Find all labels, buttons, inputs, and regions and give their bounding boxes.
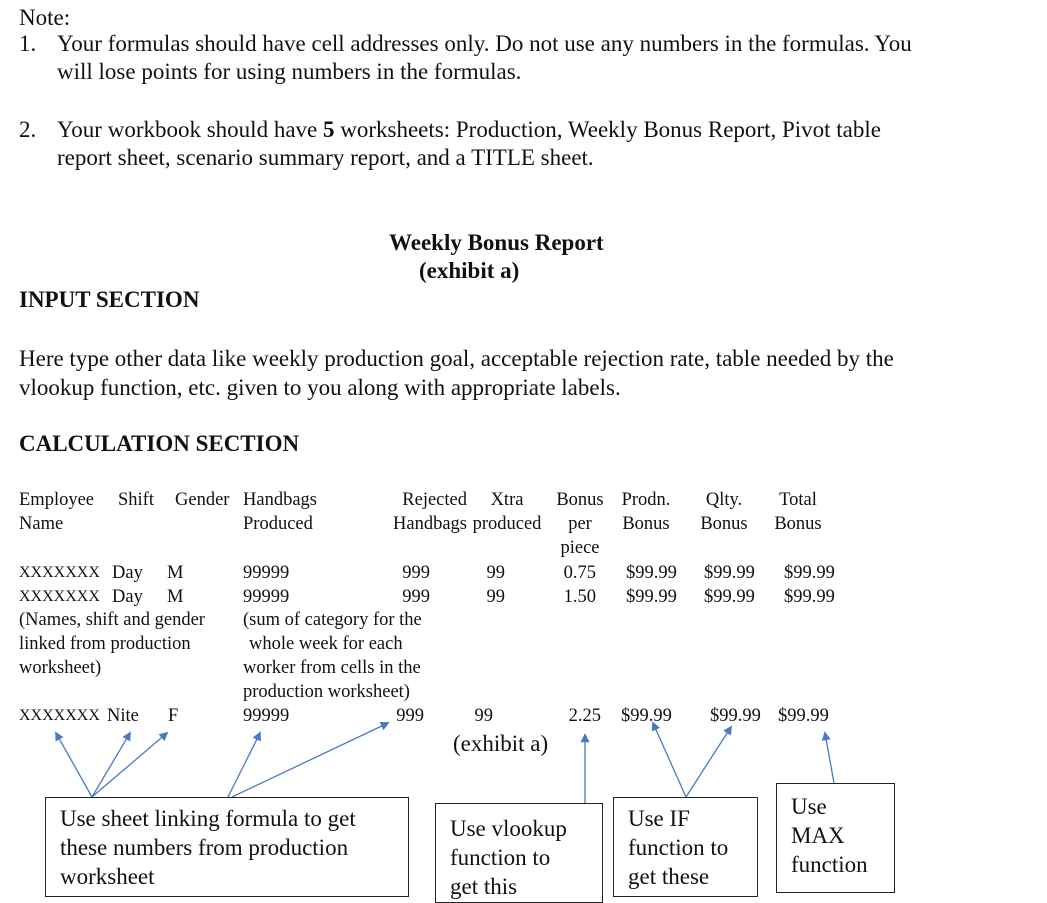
cell-xtra: 99: [486, 563, 505, 583]
cell-rejected: 999: [396, 706, 424, 726]
cell-rejected: 999: [402, 563, 430, 583]
arrow-to-shift: [92, 733, 130, 797]
worksheet-count: 5: [323, 117, 335, 142]
header-employee-name: Employee Name: [19, 490, 95, 534]
header-prodn-bonus: Prodn. Bonus: [621, 490, 671, 534]
exhibit-label: (exhibit a): [453, 731, 549, 756]
cell-name: XXXXXXX: [19, 564, 100, 581]
cell-handbags: 99999: [243, 587, 290, 607]
cell-gender: F: [168, 706, 179, 726]
cell-shift: Day: [112, 587, 143, 607]
arrow-to-rejected: [232, 723, 388, 797]
header-xtra-produced: Xtra produced: [472, 490, 542, 534]
cell-xtra: 99: [474, 706, 493, 726]
arrow-to-prodn-bonus: [653, 723, 686, 797]
cell-prodn-bonus: $99.99: [621, 706, 672, 726]
cell-qlty-bonus: $99.99: [710, 706, 761, 726]
cell-bonus-per-piece: 0.75: [563, 563, 596, 583]
callout-max-function: Use MAX function: [776, 783, 895, 893]
callout-if-function: Use IF function to get these: [613, 797, 758, 897]
cell-shift: Day: [112, 563, 143, 583]
header-shift: Shift: [118, 490, 154, 510]
header-total-bonus: Total Bonus: [774, 490, 822, 534]
note-item-1-number: 1.: [19, 31, 37, 56]
cell-total-bonus: $99.99: [778, 706, 829, 726]
cell-gender: M: [167, 563, 184, 583]
arrow-to-handbags: [228, 733, 260, 797]
arrow-to-gender: [92, 733, 167, 797]
header-rejected-handbags: Rejected Handbags: [393, 490, 467, 534]
header-handbags-produced: Handbags Produced: [243, 490, 317, 534]
callout-vlookup: Use vlookup function to get this: [435, 803, 603, 903]
cell-qlty-bonus: $99.99: [704, 563, 755, 583]
cell-handbags: 99999: [243, 706, 290, 726]
callout-sheet-linking: Use sheet linking formula to get these numbers from production worksheet: [45, 797, 409, 897]
note-item-2-line-2: report sheet, scenario summary report, and a TITLE sheet.: [57, 145, 594, 170]
cell-name: XXXXXXX: [19, 707, 100, 724]
input-section-heading: INPUT SECTION: [19, 287, 200, 312]
header-qlty-bonus: Qlty. Bonus: [700, 490, 748, 534]
report-subtitle: (exhibit a): [419, 258, 520, 283]
cell-total-bonus: $99.99: [784, 587, 835, 607]
header-gender: Gender: [175, 490, 230, 510]
cell-bonus-per-piece: 2.25: [568, 706, 601, 726]
cell-total-bonus: $99.99: [784, 563, 835, 583]
cell-qlty-bonus: $99.99: [704, 587, 755, 607]
cell-xtra: 99: [486, 587, 505, 607]
note-item-1-line-1: Your formulas should have cell addresses only. Do not use any numbers in the formulas. You: [57, 31, 912, 56]
note-names-linked: (Names, shift and gender linked from production worksheet): [19, 610, 205, 678]
arrow-to-total-bonus: [825, 733, 834, 783]
note-item-1-line-2: will lose points for using numbers in the formulas.: [57, 59, 522, 84]
note-item-2-number: 2.: [19, 117, 37, 142]
header-bonus-per-piece: Bonus per piece: [556, 490, 604, 558]
arrow-to-name: [56, 733, 92, 797]
cell-handbags: 99999: [243, 563, 290, 583]
cell-prodn-bonus: $99.99: [626, 587, 677, 607]
report-title: Weekly Bonus Report: [389, 230, 604, 255]
calculation-section-heading: CALCULATION SECTION: [19, 431, 300, 456]
cell-name: XXXXXXX: [19, 588, 100, 605]
cell-gender: M: [167, 587, 184, 607]
cell-prodn-bonus: $99.99: [626, 563, 677, 583]
input-section-line-2: vlookup function, etc. given to you along with appropriate labels.: [19, 375, 621, 400]
note-item-2-line-1: Your workbook should have 5 worksheets: Production, Weekly Bonus Report, Pivot table: [57, 117, 881, 142]
cell-bonus-per-piece: 1.50: [563, 587, 596, 607]
input-section-line-1: Here type other data like weekly production goal, acceptable rejection rate, table needed by the: [19, 346, 894, 371]
arrow-to-qlty-bonus: [686, 727, 731, 797]
cell-shift: Nite: [107, 706, 139, 726]
note-sum-of-category: (sum of category for the whole week for each worker from cells in the production worksheet): [243, 610, 422, 702]
cell-rejected: 999: [402, 587, 430, 607]
note-heading: Note:: [19, 5, 71, 30]
